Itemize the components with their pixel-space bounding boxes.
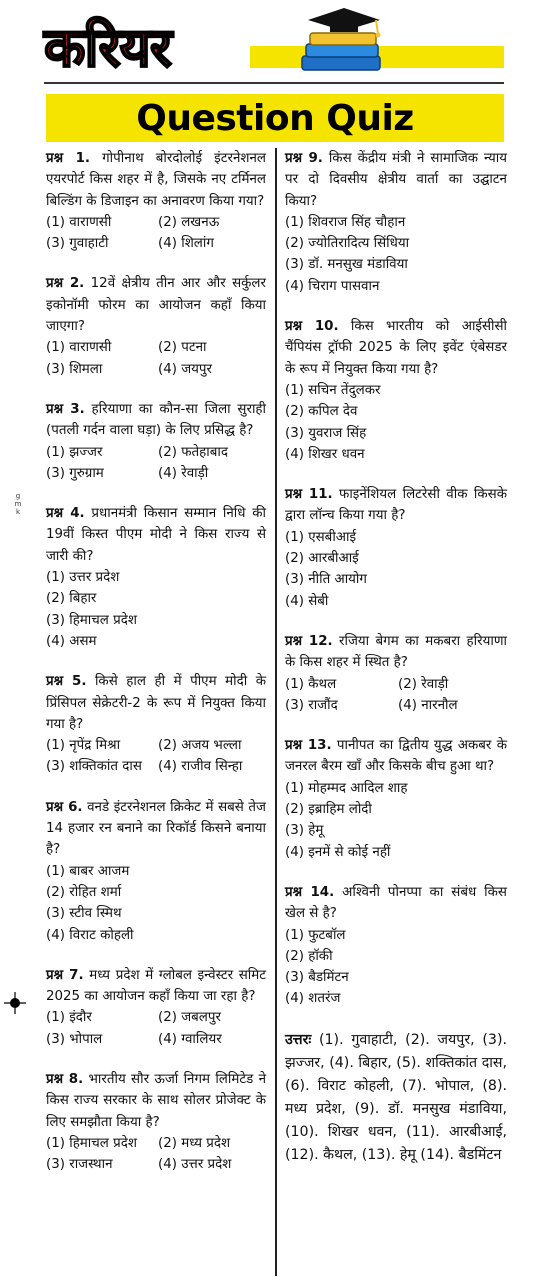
question-text: भारतीय सौर ऊर्जा निगम लिमिटेड ने किस राज्य सरकार के साथ सोलर प्रोजेक्ट के लिए समझौता किया है? xyxy=(46,1071,266,1130)
option-item: (4) उत्तर प्रदेश xyxy=(158,1157,232,1173)
option-item: (4) असम xyxy=(46,633,97,649)
option-item: (1) उत्तर प्रदेश xyxy=(46,570,120,586)
option-item: (2) अजय भल्ला xyxy=(158,738,242,754)
question-number: प्रश्न 4. xyxy=(46,506,85,522)
option-list xyxy=(46,1007,266,1050)
option-item: (3) राजस्थान xyxy=(46,1157,113,1173)
option-item: (4) चिराग पासवान xyxy=(285,278,380,294)
option-item: (4) इनमें से कोई नहीं xyxy=(285,844,391,860)
left-column xyxy=(46,148,266,1194)
graduation-books-icon xyxy=(292,4,392,80)
option-item: (1) कैथल xyxy=(285,676,337,692)
option-list xyxy=(46,442,266,485)
option-item: (3) गुवाहाटी xyxy=(46,236,109,252)
question-text: वनडे इंटरनेशनल क्रिकेट में सबसे तेज 14 हजार रन बनाने का रिकॉर्ड किसने बनाया है? xyxy=(46,799,266,858)
question-stem xyxy=(46,148,266,212)
option-item: (2) फतेहाबाद xyxy=(158,444,228,460)
question-item xyxy=(285,882,507,1010)
option-item: (1) एसबीआई xyxy=(285,529,357,545)
question-number: प्रश्न 11. xyxy=(285,487,333,503)
answer-label: उत्तरः xyxy=(285,1031,312,1048)
option-item: (3) शक्तिकांत दास xyxy=(46,759,142,775)
option-item: (2) आरबीआई xyxy=(285,551,359,567)
question-stem xyxy=(285,148,507,212)
option-item: (1) नृपेंद्र मिश्रा xyxy=(46,738,121,754)
option-item: (4) जयपुर xyxy=(158,361,213,377)
question-text: प्रधानमंत्री किसान सम्मान निधि की 19वीं किस्त पीएम मोदी ने किस राज्य से जारी की? xyxy=(46,506,266,564)
question-stem xyxy=(46,671,266,735)
question-item xyxy=(285,735,507,863)
option-item: (4) शिखर धवन xyxy=(285,446,365,462)
option-item: (3) हेमू xyxy=(285,823,324,839)
option-item: (3) गुरुग्राम xyxy=(46,465,104,481)
option-item: (4) विराट कोहली xyxy=(46,927,134,943)
question-stem xyxy=(285,882,507,925)
question-stem xyxy=(46,797,266,861)
option-item: (1) वाराणसी xyxy=(46,214,112,230)
option-item: (4) रेवाड़ी xyxy=(158,465,209,481)
question-stem xyxy=(285,631,507,674)
option-list xyxy=(285,778,507,863)
question-item xyxy=(285,148,507,297)
option-item: (1) शिवराज सिंह चौहान xyxy=(285,214,406,230)
question-number: प्रश्न 6. xyxy=(46,799,83,815)
question-item xyxy=(46,965,266,1050)
option-item: (3) शिमला xyxy=(46,361,103,377)
question-text: मध्य प्रदेश में ग्लोबल इन्वेस्टर समिट 2025 का आयोजन कहाँ किया जा रहा है? xyxy=(46,967,267,1005)
option-item: (1) हिमाचल प्रदेश xyxy=(46,1135,137,1151)
option-list xyxy=(285,527,507,612)
question-stem xyxy=(46,399,266,442)
option-list xyxy=(285,674,507,717)
option-list xyxy=(285,212,507,297)
question-stem xyxy=(46,965,266,1008)
option-item: (2) कपिल देव xyxy=(285,404,358,420)
option-item: (3) युवराज सिंह xyxy=(285,425,367,441)
option-item: (4) शिलांग xyxy=(158,236,214,252)
page-title: Question Quiz xyxy=(136,97,414,139)
option-item: (1) झज्जर xyxy=(46,444,103,460)
option-item: (4) ग्वालियर xyxy=(158,1031,222,1047)
question-text: किसे हाल ही में पीएम मोदी के प्रिंसिपल सेक्रेटरी-2 के रूप में नियुक्त किया गया है? xyxy=(46,674,266,732)
question-item xyxy=(46,503,266,652)
question-item xyxy=(285,316,507,465)
question-stem xyxy=(46,1069,266,1133)
question-text: अश्विनी पोनप्पा का संबंध किस खेल से है? xyxy=(285,884,507,922)
question-text: पानीपत का द्वितीय युद्ध अकबर के जनरल बैरम खाँ और किसके बीच हुआ था? xyxy=(285,738,507,775)
question-item xyxy=(46,399,266,484)
option-item: (3) हिमाचल प्रदेश xyxy=(46,612,137,628)
option-item: (2) इब्राहिम लोदी xyxy=(285,802,372,818)
question-number: प्रश्न 9. xyxy=(285,151,323,166)
option-list xyxy=(46,212,266,255)
option-item: (2) बिहार xyxy=(46,591,97,607)
option-list xyxy=(46,337,266,380)
option-item: (2) जबलपुर xyxy=(158,1010,221,1026)
question-item xyxy=(46,797,266,946)
option-list xyxy=(46,567,266,652)
question-number: प्रश्न 13. xyxy=(285,738,332,754)
question-item xyxy=(46,273,266,379)
option-list xyxy=(46,1133,266,1176)
option-item: (4) राजीव सिन्हा xyxy=(158,759,243,775)
option-item: (2) मध्य प्रदेश xyxy=(158,1135,231,1151)
question-number: प्रश्न 5. xyxy=(46,674,87,690)
question-number: प्रश्न 10. xyxy=(285,319,339,335)
question-stem xyxy=(285,735,507,778)
option-item: (1) सचिन तेंदुलकर xyxy=(285,382,381,398)
option-item: (2) लखनऊ xyxy=(158,214,220,230)
option-item: (2) रेवाड़ी xyxy=(398,676,449,692)
brand-title: करियर xyxy=(44,16,171,79)
option-item: (2) ज्योतिरादित्य सिंधिया xyxy=(285,236,410,252)
option-item: (3) राजौंद xyxy=(285,697,338,713)
question-stem xyxy=(285,316,507,380)
option-item: (4) नारनौल xyxy=(398,697,458,713)
question-number: प्रश्न 1. xyxy=(46,151,90,166)
option-list xyxy=(285,380,507,465)
registration-mark-icon xyxy=(4,992,26,1014)
option-item: (1) मोहम्मद आदिल शाह xyxy=(285,780,408,796)
option-item: (3) बैडमिंटन xyxy=(285,970,349,986)
header-rule xyxy=(44,82,504,84)
option-list xyxy=(285,925,507,1010)
option-item: (3) भोपाल xyxy=(46,1031,103,1047)
question-stem xyxy=(46,273,266,337)
question-text: हरियाणा का कौन-सा जिला सुराही (पतली गर्दन वाला घड़ा) के लिए प्रसिद्ध है? xyxy=(46,401,266,439)
question-number: प्रश्न 14. xyxy=(285,884,335,900)
option-list xyxy=(46,861,266,946)
right-column xyxy=(285,148,507,1167)
option-item: (2) हॉकी xyxy=(285,948,333,964)
answer-text: (1). गुवाहाटी, (2). जयपुर, (3). झज्जर, (4). बिहार, (5). शक्तिकांत दास, (6). विराट कोहली, (7). भोपाल, (8). मध्य प्रदेश, (9). डॉ. मनसुख मंडाविया, (10). शिखर धवन, (11). आरबीआई, (12). कैथल, (13). हेमू (14). बैडमिंटन xyxy=(285,1031,507,1163)
quiz-title-bar xyxy=(46,94,504,142)
question-number: प्रश्न 7. xyxy=(46,967,84,983)
option-item: (3) स्टीव स्मिथ xyxy=(46,906,122,922)
option-item: (1) बाबर आजम xyxy=(46,863,130,879)
question-text: 12वें क्षेत्रीय तीन आर और सर्कुलर इकोनॉमी फोरम का आयोजन कहाँ किया जाएगा? xyxy=(46,276,266,335)
option-item: (1) फुटबॉल xyxy=(285,927,346,943)
option-item: (3) नीति आयोग xyxy=(285,572,367,588)
question-item xyxy=(46,671,266,777)
question-text: किस केंद्रीय मंत्री ने सामाजिक न्याय पर दो दिवसीय क्षेत्रीय वार्ता का उद्घाटन किया? xyxy=(285,151,507,209)
option-item: (1) इंदौर xyxy=(46,1010,92,1026)
option-list xyxy=(46,735,266,778)
question-item xyxy=(46,1069,266,1175)
question-text: फाइनेंशियल लिटरेसी वीक किसके द्वारा लॉन्च किया गया है? xyxy=(285,487,507,524)
question-text: रजिया बेगम का मकबरा हरियाणा के किस शहर में स्थित है? xyxy=(285,633,507,671)
option-item: (4) शतरंज xyxy=(285,991,341,1007)
option-item: (2) रोहित शर्मा xyxy=(46,884,122,900)
answer-key xyxy=(285,1029,507,1167)
question-number: प्रश्न 2. xyxy=(46,276,85,292)
option-item: (1) वाराणसी xyxy=(46,340,112,356)
question-stem xyxy=(285,484,507,527)
question-item xyxy=(285,484,507,612)
question-stem xyxy=(46,503,266,567)
side-watermark: g m k xyxy=(14,492,22,516)
option-item: (2) पटना xyxy=(158,340,207,356)
question-item xyxy=(285,631,507,716)
option-item: (3) डॉ. मनसुख मंडाविया xyxy=(285,257,408,273)
option-item: (4) सेबी xyxy=(285,593,329,609)
question-item xyxy=(46,148,266,254)
column-divider xyxy=(275,148,277,1276)
question-number: प्रश्न 12. xyxy=(285,633,333,649)
question-text: किस भारतीय को आईसीसी चैंपियंस ट्रॉफी 2025 के लिए इवेंट एंबेसडर के रूप में नियुक्त किया गया है? xyxy=(285,319,507,377)
question-text: गोपीनाथ बोरदोलोई इंटरनेशनल एयरपोर्ट किस शहर में है, जिसके नए टर्मिनल बिल्डिंग के डिजाइन का अनावरण किया गया? xyxy=(46,151,266,209)
question-number: प्रश्न 8. xyxy=(46,1071,84,1087)
header xyxy=(0,0,553,90)
question-number: प्रश्न 3. xyxy=(46,401,85,417)
